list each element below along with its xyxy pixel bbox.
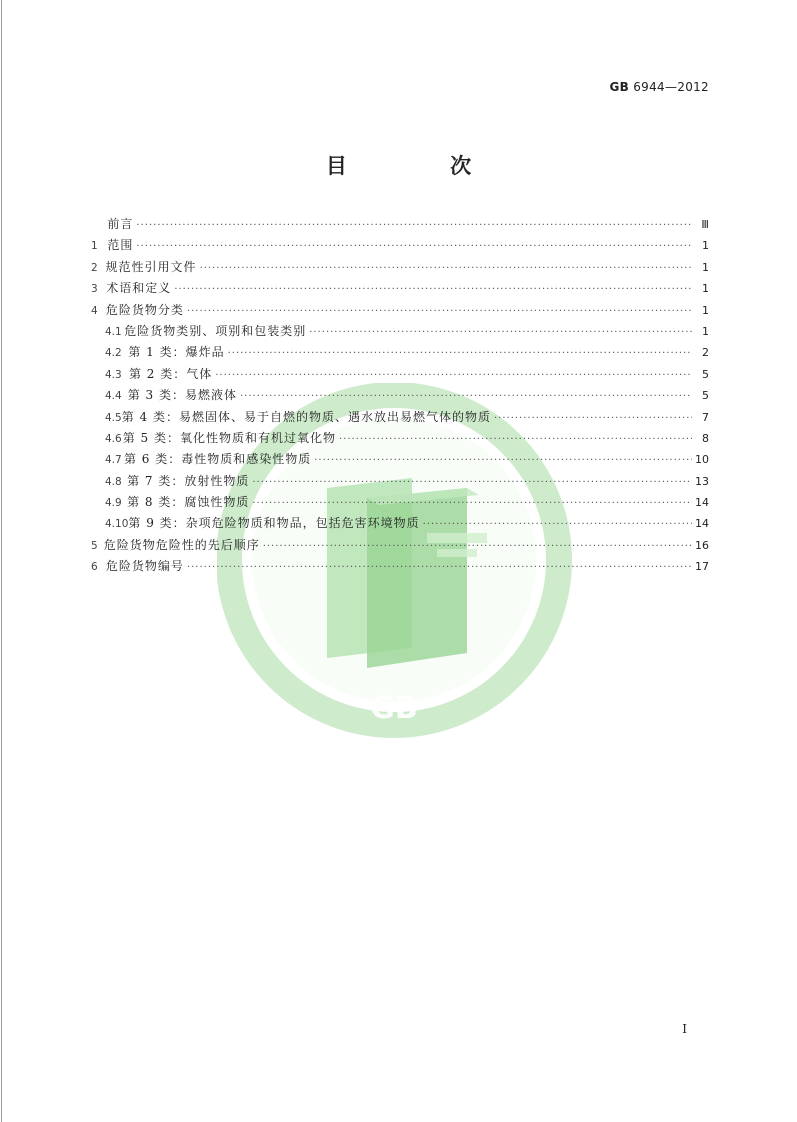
page-title: 目 次 xyxy=(325,154,520,178)
toc-entry[interactable] xyxy=(91,278,709,299)
toc-entry-page: 10 xyxy=(695,453,709,467)
standard-number: 6944—2012 xyxy=(633,80,709,94)
toc-entry-page: 7 xyxy=(702,410,709,424)
toc-entry-number: 6 xyxy=(91,561,98,574)
toc-leader-dots xyxy=(200,258,692,278)
toc-subentry[interactable] xyxy=(91,492,709,513)
toc-entry-label: 第 1 类：爆炸品 xyxy=(128,345,225,360)
toc-leader-dots xyxy=(263,536,692,556)
standard-code xyxy=(609,80,709,94)
table-of-contents xyxy=(91,214,709,578)
toc-entry-number: 4.2 xyxy=(105,347,122,360)
toc-entry-page: 1 xyxy=(702,282,709,296)
toc-subentry[interactable] xyxy=(91,342,709,363)
toc-leader-dots xyxy=(187,301,692,321)
toc-entry-label: 范围 xyxy=(107,238,134,253)
toc-subentry[interactable] xyxy=(91,471,709,492)
toc-entry-number: 5 xyxy=(91,539,98,552)
toc-entry-page: 13 xyxy=(695,474,709,488)
toc-subentry[interactable] xyxy=(91,513,709,534)
toc-entry-number: 4.4 xyxy=(105,390,122,403)
toc-leader-dots xyxy=(309,322,692,342)
toc-leader-dots xyxy=(314,450,692,470)
toc-leader-dots xyxy=(215,365,692,385)
toc-entry-page: 1 xyxy=(702,303,709,317)
toc-entry-number: 4.6 xyxy=(105,432,122,445)
toc-leader-dots xyxy=(494,408,692,428)
toc-entry-page: 1 xyxy=(702,239,709,253)
page-folio: Ⅰ xyxy=(682,1022,687,1036)
toc-entry-label: 前言 xyxy=(107,217,134,231)
toc-subentry[interactable] xyxy=(91,407,709,428)
toc-entry-page: 5 xyxy=(702,389,709,403)
toc-entry-number: 4 xyxy=(91,304,98,317)
toc-entry[interactable] xyxy=(91,535,709,556)
toc-leader-dots xyxy=(187,557,692,577)
toc-subentry[interactable] xyxy=(91,385,709,406)
toc-entry[interactable] xyxy=(91,257,709,278)
toc-entry[interactable] xyxy=(91,214,709,235)
toc-entry-number: 4.1 xyxy=(105,325,122,338)
toc-subentry[interactable] xyxy=(91,321,709,342)
toc-entry-number: 4.8 xyxy=(105,475,122,488)
toc-leader-dots xyxy=(252,493,692,513)
toc-entry[interactable] xyxy=(91,300,709,321)
toc-entry-label: 危险货物分类 xyxy=(105,302,184,317)
toc-subentry[interactable] xyxy=(91,449,709,470)
toc-entry-label: 危险货物编号 xyxy=(105,559,184,574)
toc-leader-dots xyxy=(228,343,692,363)
toc-entry-number: 4.9 xyxy=(105,497,122,510)
toc-entry-page: Ⅲ xyxy=(701,218,709,231)
toc-entry-label: 危险货物危险性的先后顺序 xyxy=(103,537,260,552)
toc-entry-page: 8 xyxy=(702,431,709,445)
toc-entry-label: 术语和定义 xyxy=(106,281,172,296)
toc-entry-label: 规范性引用文件 xyxy=(105,259,197,274)
toc-entry-label: 危险货物类别、项别和包装类别 xyxy=(124,323,307,338)
toc-entry-page: 2 xyxy=(702,346,709,360)
toc-entry-label: 第 8 类：腐蚀性物质 xyxy=(127,495,250,510)
toc-entry-number: 1 xyxy=(91,240,98,253)
toc-entry-page: 17 xyxy=(695,560,709,574)
toc-leader-dots xyxy=(339,429,692,449)
toc-entry-number: 4.10 xyxy=(105,518,129,531)
toc-entry-label: 第 3 类：易燃液体 xyxy=(127,388,237,403)
toc-leader-dots xyxy=(240,386,692,406)
toc-entry-label: 第 7 类：放射性物质 xyxy=(127,473,250,488)
toc-leader-dots xyxy=(136,236,692,256)
toc-entry-page: 5 xyxy=(702,367,709,381)
toc-entry-label: 第 2 类：气体 xyxy=(128,366,213,381)
toc-entry[interactable] xyxy=(91,235,709,256)
toc-entry-number: 2 xyxy=(91,261,98,274)
standard-prefix: GB xyxy=(609,80,630,94)
toc-leader-dots xyxy=(252,472,692,492)
toc-entry-page: 14 xyxy=(695,496,709,510)
toc-entry[interactable] xyxy=(91,556,709,577)
toc-entry-number: 3 xyxy=(91,283,98,296)
toc-leader-dots xyxy=(174,279,692,299)
toc-entry-number: 4.7 xyxy=(105,454,122,467)
toc-entry-number: 4.3 xyxy=(105,368,122,381)
toc-subentry[interactable] xyxy=(91,364,709,385)
toc-entry-label: 第 9 类：杂项危险物质和物品，包括危害环境物质 xyxy=(128,516,420,531)
toc-entry-label: 第 5 类：氧化性物质和有机过氧化物 xyxy=(122,430,336,445)
toc-entry-page: 1 xyxy=(702,260,709,274)
toc-entry-number: 4.5 xyxy=(105,411,122,424)
toc-entry-label: 第 4 类：易燃固体、易于自燃的物质、遇水放出易燃气体的物质 xyxy=(121,409,491,424)
watermark-gb-text: GB xyxy=(370,691,418,726)
toc-entry-page: 14 xyxy=(695,517,709,531)
toc-entry-label: 第 6 类：毒性物质和感染性物质 xyxy=(123,452,312,467)
toc-leader-dots xyxy=(423,514,692,534)
toc-entry-page: 16 xyxy=(695,538,709,552)
toc-subentry[interactable] xyxy=(91,428,709,449)
toc-leader-dots xyxy=(136,215,692,235)
toc-entry-page: 1 xyxy=(702,324,709,338)
